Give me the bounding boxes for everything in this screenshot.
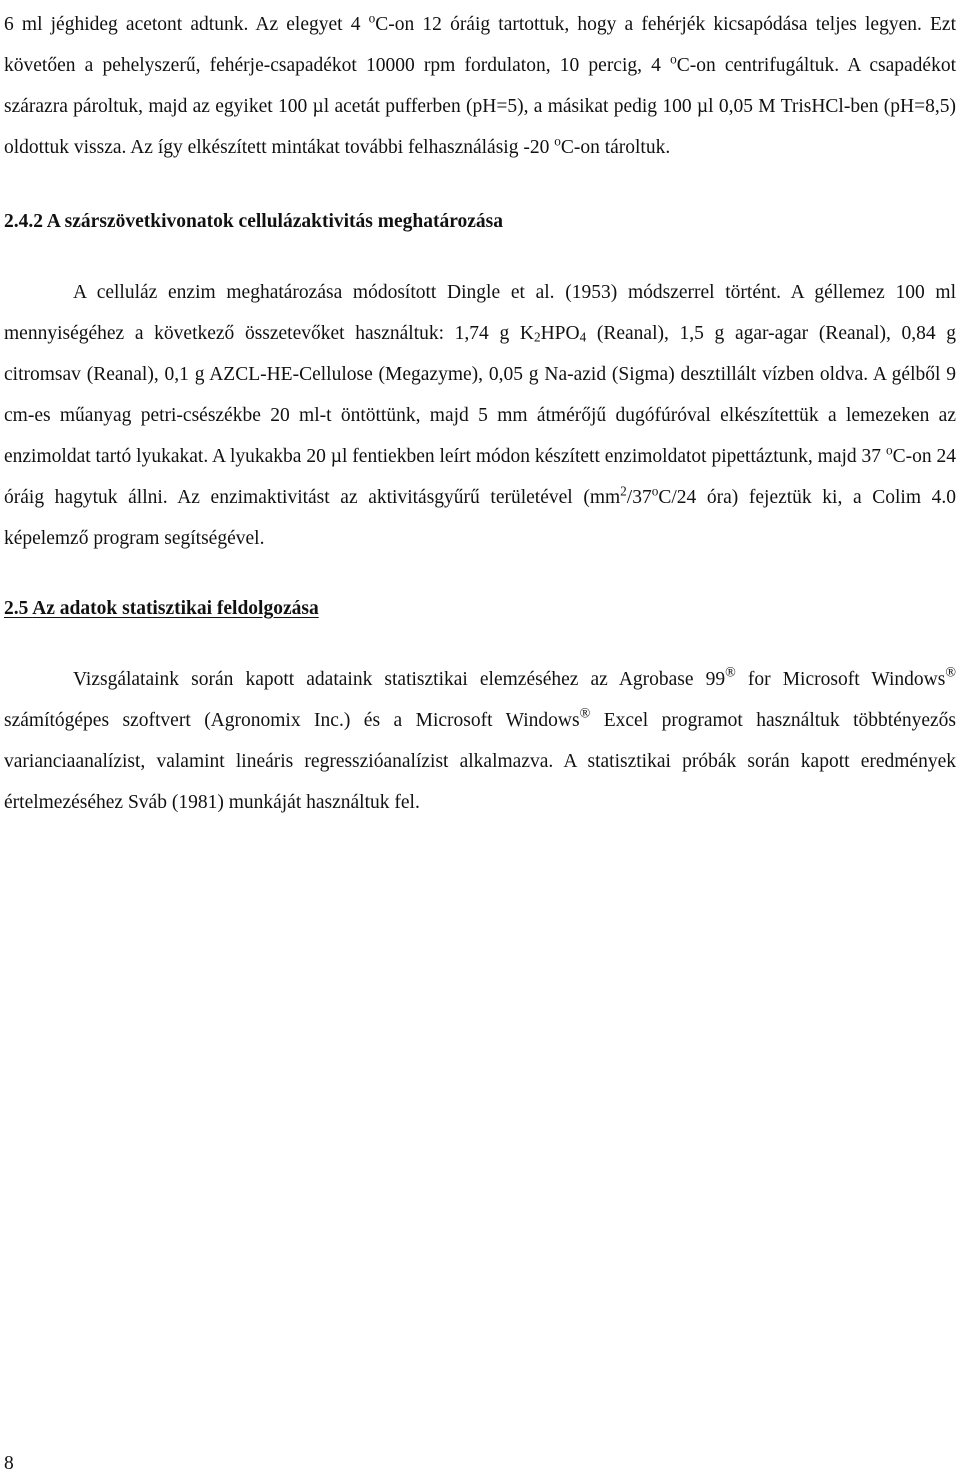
- degree-superscript: o: [368, 10, 376, 26]
- text-run: C-on 24 óráig hagytuk állni. Az enzimaktivitást az aktivitásgyűrű területével (mm: [4, 446, 957, 508]
- document-page: [4, 0, 956, 823]
- degree-superscript: o: [885, 442, 893, 458]
- text-run: HPO: [540, 323, 580, 344]
- text-run: számítógépes szoftvert (Agronomix Inc.) és a Microsoft Windows: [4, 710, 580, 731]
- text-run: (Reanal), 1,5 g agar-agar (Reanal), 0,84 g citromsav (Reanal), 0,1 g AZCL-HE-Cellulose (Megazyme), 0,05 g Na-azid (Sigma) desztillált vízben oldva. A gélből 9 cm-es műanyag petri-csészékbe 20 ml-t öntöttünk, majd 5 mm átmérőjű dugófúróval elkészítettük a lemezeken az enzimoldat tartó lyukakat. A lyukakba 20 µl fentiekben leírt módon készített enzimoldatot pipettáztunk, majd 37: [4, 323, 956, 467]
- registered-mark: ®: [725, 664, 736, 681]
- degree-superscript: o: [554, 133, 561, 149]
- paragraph-acetone-precipitation: [4, 4, 956, 168]
- degree-superscript: o: [651, 483, 659, 499]
- superscript: 2: [620, 483, 627, 499]
- paragraph-statistics: [4, 659, 956, 823]
- paragraph-cellulase-method: [4, 272, 956, 559]
- section-heading-2-5: [4, 588, 956, 629]
- subscript: 2: [533, 329, 541, 345]
- text-run: C-on centrifugáltuk. A csapadékot szárazra pároltuk, majd az egyiket 100 µl acetát pufferben (pH=5), a másikat pedig 100 µl 0,05 M TrisHCl-ben (pH=8,5) oldottuk vissza. Az így elkészített mintákat további felhasználásig -20: [4, 55, 956, 158]
- text-run: Excel programot használtuk többtényezős varianciaanalízist, valamint lineáris regresszióanalízist alkalmazva. A statisztikai próbák során kapott eredmények értelmezéséhez Sváb (1981) munkáját használtuk fel.: [4, 710, 957, 813]
- registered-mark: ®: [945, 664, 956, 681]
- text-run: Vizsgálataink során kapott adataink statisztikai elemzéséhez az Agrobase 99: [73, 669, 726, 690]
- text-run: for Microsoft Windows: [735, 669, 946, 690]
- heading-number: 2.5: [4, 598, 33, 619]
- text-run: /37: [626, 487, 652, 508]
- text-run: A celluláz enzim meghatározása módosított Dingle et al. (1953) módszerrel történt. A géllemez 100 ml mennyiségéhez a következő összetevőket használtuk: 1,74 g K: [4, 282, 956, 344]
- registered-mark: ®: [579, 705, 591, 722]
- subscript: 4: [579, 329, 587, 345]
- text-run: 6 ml jéghideg acetont adtunk. Az elegyet 4: [4, 14, 369, 35]
- section-heading-2-4-2: 2.4.2 A szárszövetkivonatok cellulázaktivitás meghatározása: [4, 211, 504, 232]
- text-run: C-on 12 óráig tartottuk, hogy a fehérjék kicsapódása teljes legyen. Ezt követően a pehelyszerű, fehérje-csapadékot 10000 rpm fordulaton, 10 percig, 4: [4, 14, 956, 76]
- text-run: C/24 óra) fejeztük ki, a Colim 4.0 képelemző program segítségével.: [4, 487, 956, 549]
- heading-text: Az adatok statisztikai feldolgozása: [32, 598, 319, 619]
- page-number: 8: [4, 1453, 14, 1474]
- text-run: C-on tároltuk.: [560, 137, 671, 158]
- degree-superscript: o: [670, 51, 677, 67]
